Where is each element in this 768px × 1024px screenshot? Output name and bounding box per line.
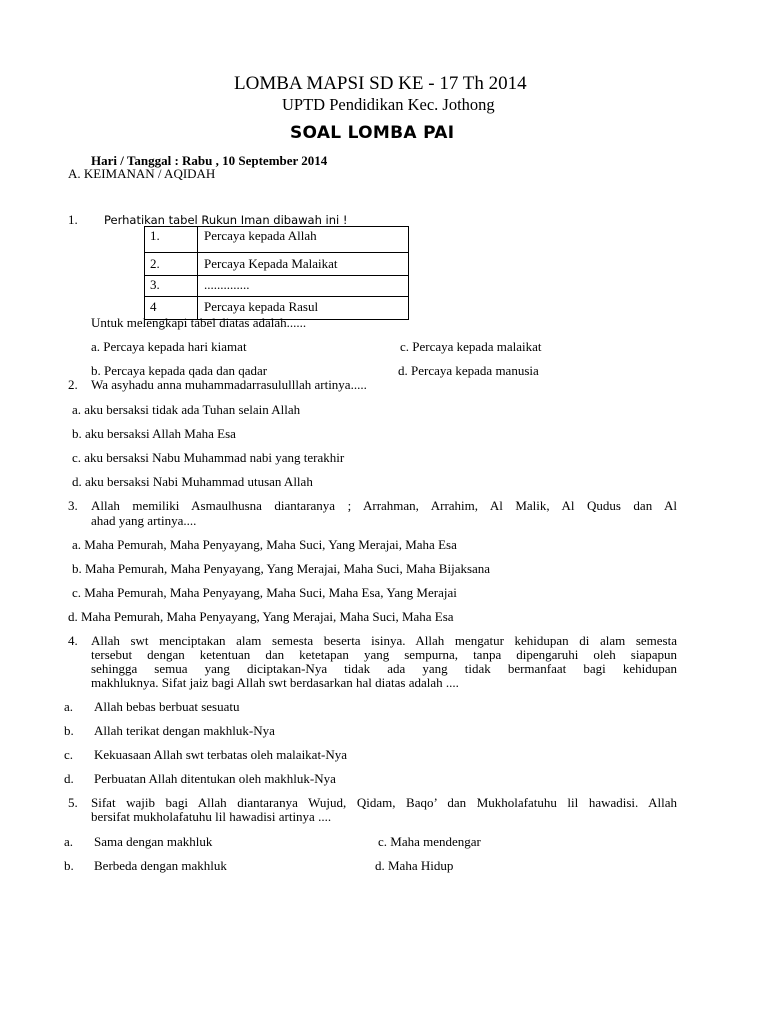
q2-text: Wa asyhadu anna muhammadarrasululllah artinya..... — [91, 377, 367, 392]
q3-option-c: c. Maha Pemurah, Maha Penyayang, Maha Suci, Maha Esa, Yang Merajai — [72, 585, 457, 600]
q2-option-a: a. aku bersaksi tidak ada Tuhan selain Allah — [72, 402, 301, 417]
q4-option-c-label: c. — [64, 747, 74, 762]
q3-option-b: b. Maha Pemurah, Maha Penyayang, Yang Merajai, Maha Suci, Maha Bijaksana — [72, 561, 491, 576]
exam-heading: SOAL LOMBA PAI — [290, 123, 455, 143]
table-row — [145, 276, 409, 297]
q2-option-b: b. aku bersaksi Allah Maha Esa — [72, 426, 236, 441]
page-subtitle: UPTD Pendidikan Kec. Jothong — [282, 95, 495, 114]
q3-text-line1: Allah memiliki Asmaulhusna diantaranya ; Arrahman, Arrahim, Al Malik, Al Qudus dan Al — [91, 498, 677, 513]
q5-option-b: Berbeda dengan makhluk — [94, 858, 227, 873]
q5-option-c: c. Maha mendengar — [378, 834, 481, 849]
q5-option-d: d. Maha Hidup — [375, 858, 454, 873]
q3-number: 3. — [68, 498, 78, 513]
table-cell-value: Percaya kepada Rasul — [198, 297, 409, 320]
q5-text-line2: bersifat mukholafatuhu lil hawadisi artinya .... — [91, 809, 332, 824]
q4-text-line3: sehingga semua yang diciptakan-Nya tidak ada yang tidak bermanfaat bagi kehidupan — [91, 661, 677, 676]
section-heading: A. KEIMANAN / AQIDAH — [68, 166, 216, 181]
q4-option-d: Perbuatan Allah ditentukan oleh makhluk-Nya — [94, 771, 336, 786]
q4-number: 4. — [68, 633, 78, 648]
q4-option-d-label: d. — [64, 771, 74, 786]
q4-option-b: Allah terikat dengan makhluk-Nya — [94, 723, 275, 738]
q2-number: 2. — [68, 377, 78, 392]
q1-option-a: a. Percaya kepada hari kiamat — [91, 339, 247, 354]
q5-option-b-label: b. — [64, 858, 74, 873]
q4-text-line1: Allah swt menciptakan alam semesta beserta isinya. Allah mengatur kehidupan di alam semesta — [91, 633, 677, 648]
table-cell-value: Percaya kepada Allah — [198, 227, 409, 253]
q4-option-b-label: b. — [64, 723, 74, 738]
page-title: LOMBA MAPSI SD KE - 17 Th 2014 — [234, 73, 527, 94]
date-line: Hari / Tanggal : Rabu , 10 September 2014 — [91, 153, 328, 168]
q5-number: 5. — [68, 795, 78, 810]
q4-text-line2: tersebut dengan ketentuan dan ketetapan yang sempurna, tanpa dipengaruhi oleh siapapun — [91, 647, 677, 662]
table-cell-number: 2. — [145, 253, 198, 276]
q1-option-d: d. Percaya kepada manusia — [398, 363, 539, 378]
q4-option-a-label: a. — [64, 699, 74, 714]
q3-option-a: a. Maha Pemurah, Maha Penyayang, Maha Suci, Yang Merajai, Maha Esa — [72, 537, 457, 552]
table-cell-number: 3. — [145, 276, 198, 297]
table-cell-value: .............. — [198, 276, 409, 297]
table-row — [145, 227, 409, 253]
q2-option-c: c. aku bersaksi Nabu Muhammad nabi yang terakhir — [72, 450, 345, 465]
table-cell-number: 1. — [145, 227, 198, 253]
q1-option-c: c. Percaya kepada malaikat — [400, 339, 542, 354]
q4-option-a: Allah bebas berbuat sesuatu — [94, 699, 240, 714]
q1-number: 1. — [68, 212, 78, 227]
q5-option-a: Sama dengan makhluk — [94, 834, 213, 849]
q5-text-line1: Sifat wajib bagi Allah diantaranya Wujud, Qidam, Baqo’ dan Mukholafatuhu lil hawadisi. Allah — [91, 795, 677, 810]
table-cell-number: 4 — [145, 297, 198, 320]
q1-text: Perhatikan tabel Rukun Iman dibawah ini ! — [104, 213, 348, 227]
table-cell-value: Percaya Kepada Malaikat — [198, 253, 409, 276]
q3-text-line2: ahad yang artinya.... — [91, 513, 197, 528]
table-row — [145, 253, 409, 276]
q5-option-a-label: a. — [64, 834, 74, 849]
rukun-iman-table — [144, 226, 409, 320]
q1-option-b: b. Percaya kepada qada dan qadar — [91, 363, 268, 378]
q2-option-d: d. aku bersaksi Nabi Muhammad utusan Allah — [72, 474, 313, 489]
q4-option-c: Kekuasaan Allah swt terbatas oleh malaikat-Nya — [94, 747, 348, 762]
q1-prompt: Untuk melengkapi tabel diatas adalah...... — [91, 315, 307, 330]
q4-text-line4: makhluknya. Sifat jaiz bagi Allah swt berdasarkan hal diatas adalah .... — [91, 675, 459, 690]
q3-option-d: d. Maha Pemurah, Maha Penyayang, Yang Merajai, Maha Suci, Maha Esa — [68, 609, 454, 624]
